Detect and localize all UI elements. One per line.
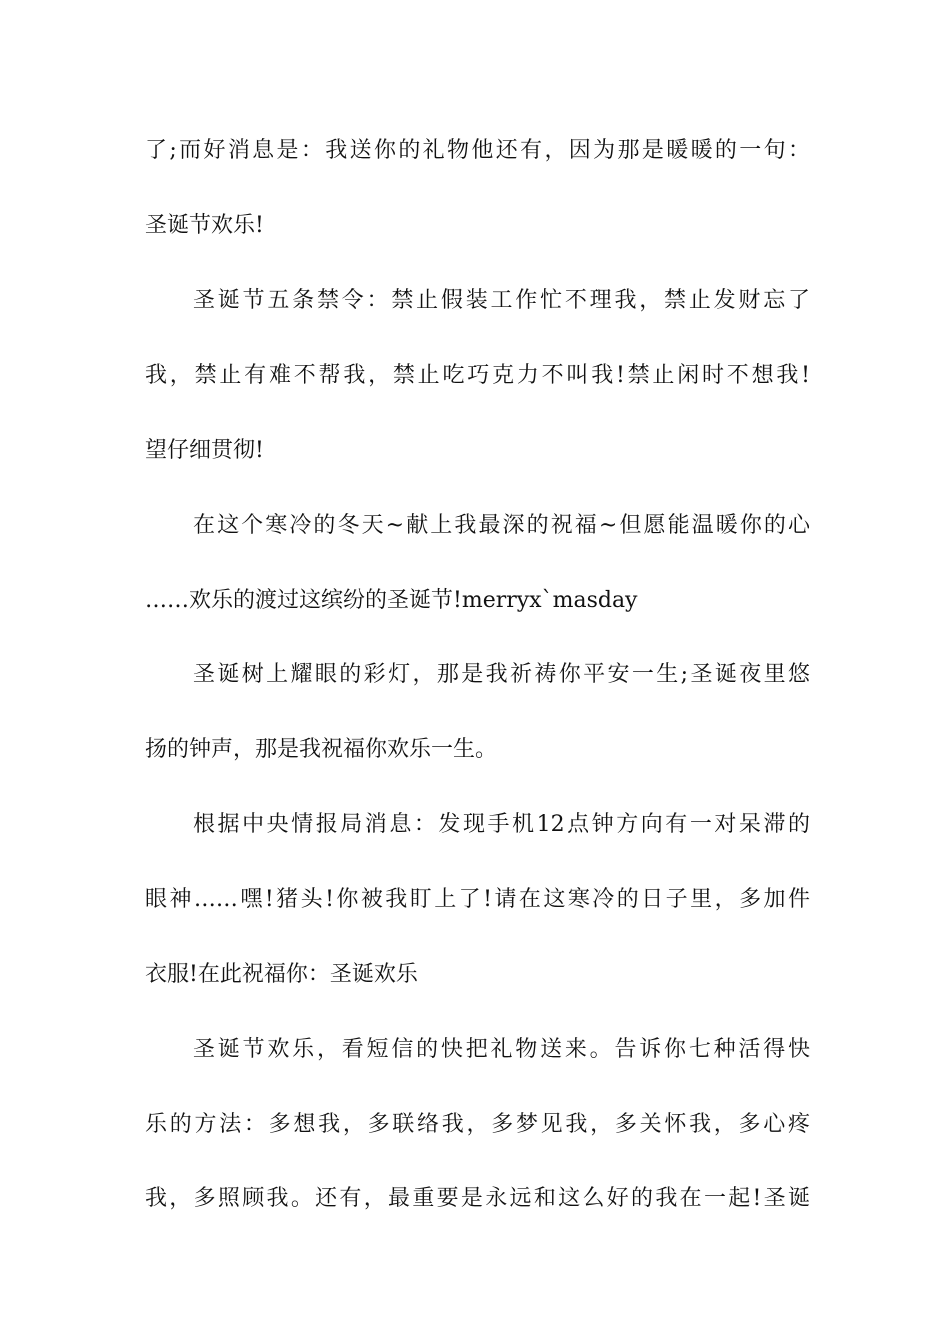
- paragraph-start-line: 在这个寒冷的冬天~献上我最深的祝福~但愿能温暖你的心: [193, 513, 810, 538]
- paragraph-start-line: 圣诞树上耀眼的彩灯，那是我祈祷你平安一生;圣诞夜里悠: [193, 662, 810, 687]
- text-line: 我，禁止有难不帮我，禁止吃巧克力不叫我!禁止闲时不想我!: [145, 363, 810, 388]
- text-line: ……欢乐的渡过这缤纷的圣诞节!merryx`masday: [145, 588, 638, 613]
- text-line: 了;而好消息是：我送你的礼物他还有，因为那是暖暖的一句：: [145, 138, 810, 163]
- paragraph-start-line: 圣诞节欢乐，看短信的快把礼物送来。告诉你七种活得快: [193, 1037, 810, 1062]
- text-line: 圣诞节欢乐!: [145, 213, 264, 238]
- text-line: 乐的方法：多想我，多联络我，多梦见我，多关怀我，多心疼: [145, 1112, 810, 1137]
- paragraph-start-line: 圣诞节五条禁令：禁止假装工作忙不理我，禁止发财忘了: [193, 288, 810, 313]
- text-line: 眼神……嘿!猪头!你被我盯上了!请在这寒冷的日子里，多加件: [145, 887, 810, 912]
- text-line: 我，多照顾我。还有，最重要是永远和这么好的我在一起!圣诞: [145, 1186, 810, 1211]
- text-line: 衣服!在此祝福你：圣诞欢乐: [145, 962, 418, 987]
- text-line: 望仔细贯彻!: [145, 438, 264, 463]
- text-line: 扬的钟声，那是我祝福你欢乐一生。: [145, 737, 498, 762]
- paragraph-start-line: 根据中央情报局消息：发现手机12点钟方向有一对呆滞的: [193, 812, 810, 837]
